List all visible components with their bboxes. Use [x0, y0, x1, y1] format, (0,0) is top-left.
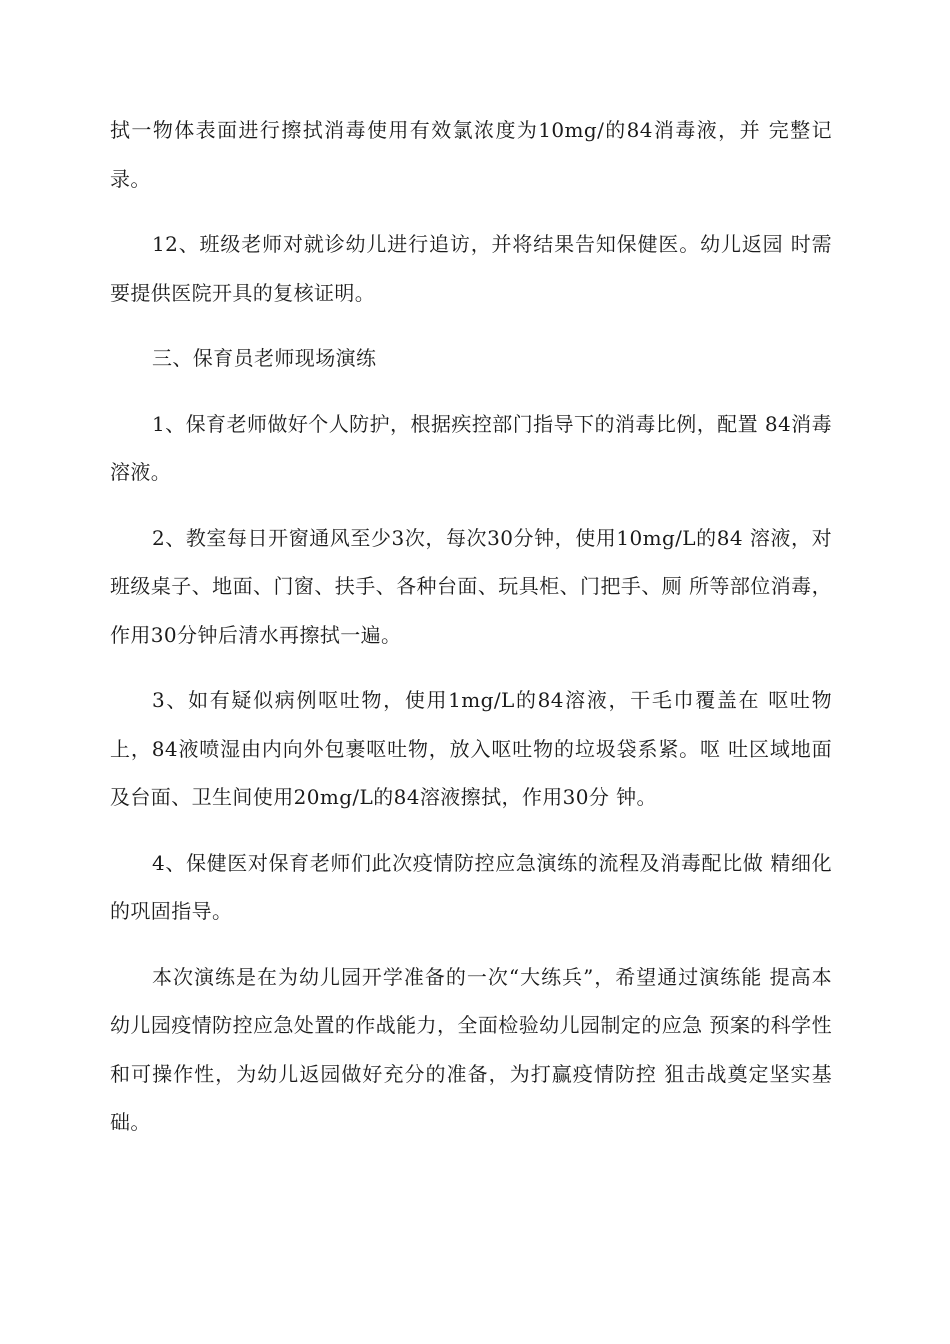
document-body	[110, 106, 832, 1164]
paragraph-7: 4、保健医对保育老师们此次疫情防控应急演练的流程及消毒配比做 精细化的巩固指导。	[110, 850, 832, 923]
section-heading: 三、保育员老师现场演练	[152, 346, 377, 370]
paragraph-1: 拭一物体表面进行擦拭消毒使用有效氯浓度为10mg/的84消毒液，并 完整记录。	[110, 118, 832, 191]
paragraph-5: 2、教室每日开窗通风至少3次，每次30分钟，使用10mg/L的84 溶液，对班级桌子、地面、门窗、扶手、各种台面、玩具柜、门把手、厕 所等部位消毒，作用30分钟后清水再擦拭一遍。	[110, 525, 832, 647]
paragraph-4: 1、保育老师做好个人防护，根据疾控部门指导下的消毒比例，配置 84消毒溶液。	[110, 411, 832, 484]
paragraph-8: 本次演练是在为幼儿园开学准备的一次“大练兵”，希望通过演练能 提高本幼儿园疫情防控应急处置的作战能力，全面检验幼儿园制定的应急 预案的科学性和可操作性，为幼儿返园做好充分的准备，为打赢疫情防控 狙击战奠定坚实基础。	[110, 964, 832, 1134]
paragraph-6: 3、如有疑似病例呕吐物，使用1mg/L的84溶液，干毛巾覆盖在 呕吐物上，84液喷湿由内向外包裹呕吐物，放入呕吐物的垃圾袋系紧。呕 吐区域地面及台面、卫生间使用20mg/L的84溶液擦拭，作用30分 钟。	[110, 688, 832, 809]
paragraph-2: 12、班级老师对就诊幼儿进行追访，并将结果告知保健医。幼儿返园 时需要提供医院开具的复核证明。	[110, 232, 832, 305]
